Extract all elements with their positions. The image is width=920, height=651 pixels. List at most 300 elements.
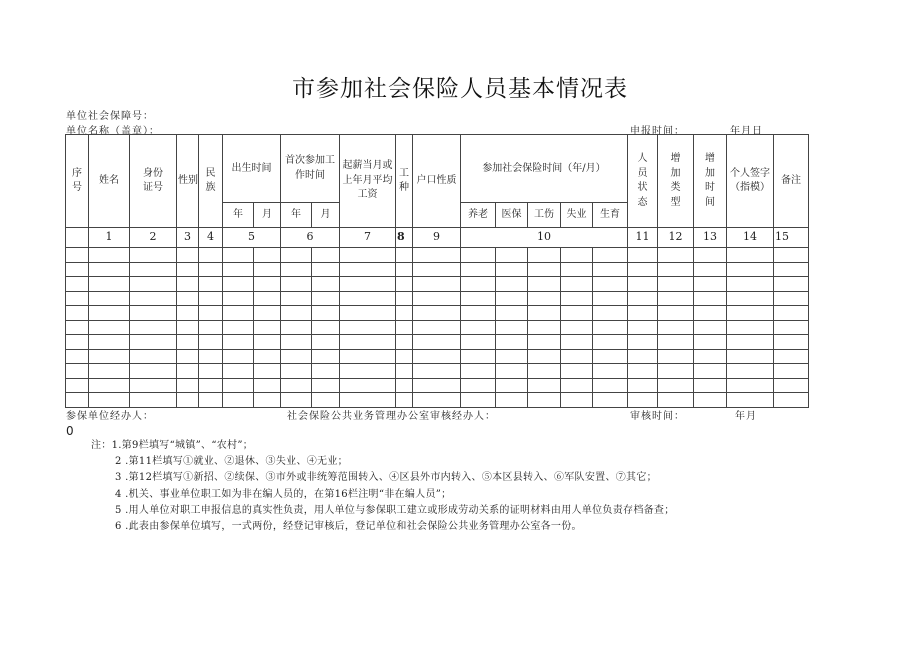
table-cell [593, 320, 628, 335]
table-cell [223, 364, 254, 379]
table-cell [89, 277, 130, 292]
table-cell [561, 306, 593, 321]
table-cell [461, 291, 496, 306]
table-cell [658, 364, 694, 379]
table-cell [774, 349, 809, 364]
table-row [66, 349, 809, 364]
table-cell [528, 378, 561, 393]
table-cell [177, 335, 199, 350]
table-cell [199, 378, 223, 393]
table-cell [340, 320, 396, 335]
header-insurance-time: 参加社会保险时间（年/月） [461, 135, 628, 203]
table-cell [658, 262, 694, 277]
table-cell [396, 335, 413, 350]
table-cell [461, 349, 496, 364]
table-cell [593, 335, 628, 350]
table-cell [727, 306, 774, 321]
table-cell [593, 277, 628, 292]
table-cell [281, 320, 312, 335]
table-cell [694, 248, 727, 263]
table-cell [774, 320, 809, 335]
table-cell [658, 378, 694, 393]
table-cell [130, 349, 177, 364]
table-cell [528, 306, 561, 321]
sub-injury: 工伤 [528, 203, 561, 228]
table-cell [628, 393, 658, 408]
table-cell [496, 393, 528, 408]
office-operator-label: 社会保险公共业务管理办公室审核经办人： [287, 411, 496, 422]
table-cell [177, 291, 199, 306]
note-line: 3 .第12栏填写①新招、②续保、③市外或非统筹范围转入、④区县外市内转入、⑤本区县转入、⑥军队安置、⑦其它； [115, 472, 657, 484]
table-cell [727, 291, 774, 306]
table-cell [561, 378, 593, 393]
table-cell [628, 262, 658, 277]
table-cell [177, 306, 199, 321]
table-cell [130, 291, 177, 306]
col-number: 1 [89, 228, 130, 248]
sub-birth-year: 年 [223, 203, 254, 228]
table-cell [694, 291, 727, 306]
table-cell [312, 378, 340, 393]
table-cell [496, 291, 528, 306]
table-cell [694, 335, 727, 350]
table-cell [413, 291, 461, 306]
table-cell [130, 335, 177, 350]
table-cell [340, 349, 396, 364]
unit-name-label: 单位名称（盖章）： [66, 126, 160, 137]
zero-mark: 0 [66, 424, 74, 438]
table-cell [694, 262, 727, 277]
table-cell [461, 306, 496, 321]
table-cell [130, 248, 177, 263]
report-time-label: 申报时间： [630, 126, 685, 137]
table-cell [130, 262, 177, 277]
table-cell [658, 277, 694, 292]
table-cell [254, 364, 281, 379]
table-cell [223, 262, 254, 277]
table-cell [561, 393, 593, 408]
table-cell [413, 320, 461, 335]
table-cell [396, 248, 413, 263]
table-cell [727, 364, 774, 379]
table-cell [312, 335, 340, 350]
table-cell [496, 248, 528, 263]
table-cell [561, 248, 593, 263]
table-cell [66, 349, 89, 364]
col-number: 14 [727, 228, 774, 248]
table-cell [528, 320, 561, 335]
table-cell [177, 378, 199, 393]
table-cell [199, 320, 223, 335]
header-job: 工种 [396, 135, 413, 228]
table-row [66, 335, 809, 350]
table-cell [396, 262, 413, 277]
review-date: 年月 [735, 411, 757, 422]
table-cell [496, 262, 528, 277]
table-cell [177, 393, 199, 408]
header-id: 身份证号 [130, 135, 177, 228]
table-cell [177, 248, 199, 263]
insurance-no-label: 单位社会保障号： [66, 111, 154, 122]
note-line: 4 .机关、事业单位职工如为非在编人员的，在第16栏注明“非在编人员”； [115, 488, 452, 500]
table-cell [89, 248, 130, 263]
table-cell [66, 364, 89, 379]
col-number: 15 [774, 228, 809, 248]
table-row [66, 364, 809, 379]
table-cell [177, 320, 199, 335]
table-cell [89, 364, 130, 379]
table-cell [177, 364, 199, 379]
table-cell [774, 335, 809, 350]
header-seq: 序号 [66, 135, 89, 228]
table-cell [223, 306, 254, 321]
table-cell [461, 262, 496, 277]
table-cell [254, 277, 281, 292]
table-cell [774, 248, 809, 263]
table-cell [658, 349, 694, 364]
table-cell [694, 277, 727, 292]
table-cell [496, 335, 528, 350]
table-cell [561, 349, 593, 364]
table-cell [528, 349, 561, 364]
table-cell [727, 277, 774, 292]
sub-medical: 医保 [496, 203, 528, 228]
table-cell [281, 277, 312, 292]
table-cell [496, 378, 528, 393]
table-cell [312, 248, 340, 263]
table-cell [312, 291, 340, 306]
table-cell [593, 378, 628, 393]
table-cell [561, 291, 593, 306]
table-cell [199, 291, 223, 306]
table-cell [199, 248, 223, 263]
table-cell [413, 349, 461, 364]
table-cell [396, 291, 413, 306]
table-cell [658, 291, 694, 306]
sub-work-year: 年 [281, 203, 312, 228]
table-cell [628, 248, 658, 263]
table-cell [340, 306, 396, 321]
table-cell [254, 393, 281, 408]
table-cell [593, 306, 628, 321]
col-number: 3 [177, 228, 199, 248]
table-cell [340, 364, 396, 379]
table-cell [461, 248, 496, 263]
table-cell [727, 248, 774, 263]
table-cell [66, 393, 89, 408]
table-cell [312, 306, 340, 321]
table-cell [340, 291, 396, 306]
table-row [66, 291, 809, 306]
table-cell [312, 262, 340, 277]
table-cell [340, 262, 396, 277]
table-cell [177, 349, 199, 364]
table-cell [396, 349, 413, 364]
header-change-time: 增加时间 [694, 135, 727, 228]
table-cell [396, 364, 413, 379]
table-cell [130, 378, 177, 393]
table-cell [396, 320, 413, 335]
table-cell [694, 364, 727, 379]
table-cell [774, 262, 809, 277]
table-cell [254, 306, 281, 321]
table-cell [593, 262, 628, 277]
table-cell [281, 262, 312, 277]
table-cell [528, 364, 561, 379]
col-number: 5 [223, 228, 281, 248]
table-cell [774, 291, 809, 306]
table-cell [727, 262, 774, 277]
table-cell [658, 320, 694, 335]
header-ethnic: 民族 [199, 135, 223, 228]
table-cell [628, 378, 658, 393]
table-cell [199, 349, 223, 364]
table-cell [254, 291, 281, 306]
table-cell [461, 393, 496, 408]
table-cell [774, 378, 809, 393]
table-cell [281, 378, 312, 393]
table-cell [130, 393, 177, 408]
table-cell [223, 378, 254, 393]
table-cell [628, 306, 658, 321]
table-cell [281, 393, 312, 408]
note-line: 注：1.第9栏填写“城镇”、“农村”； [91, 440, 254, 451]
table-cell [281, 306, 312, 321]
header-change-type: 增加类型 [658, 135, 694, 228]
review-time-label: 审核时间： [630, 411, 685, 422]
table-cell [727, 378, 774, 393]
table-cell [658, 335, 694, 350]
table-cell [89, 306, 130, 321]
personnel-table [65, 134, 809, 408]
table-cell [312, 349, 340, 364]
table-cell [496, 277, 528, 292]
table-cell [461, 378, 496, 393]
col-number: 9 [413, 228, 461, 248]
table-cell [561, 262, 593, 277]
table-cell [281, 349, 312, 364]
table-cell [461, 364, 496, 379]
table-row [66, 248, 809, 263]
table-cell [658, 393, 694, 408]
table-cell [694, 306, 727, 321]
table-cell [561, 364, 593, 379]
table-cell [628, 277, 658, 292]
table-cell [254, 248, 281, 263]
table-cell [727, 320, 774, 335]
table-cell [496, 364, 528, 379]
table-cell [561, 335, 593, 350]
table-cell [223, 349, 254, 364]
table-row [66, 378, 809, 393]
table-cell [66, 335, 89, 350]
table-cell [528, 277, 561, 292]
col-number: 6 [281, 228, 340, 248]
table-cell [628, 364, 658, 379]
table-cell [223, 277, 254, 292]
table-cell [593, 349, 628, 364]
col-number: 10 [461, 228, 628, 248]
table-cell [561, 320, 593, 335]
table-cell [628, 349, 658, 364]
table-cell [658, 248, 694, 263]
table-cell [528, 248, 561, 263]
table-cell [340, 393, 396, 408]
report-date: 年月日 [730, 126, 763, 137]
col-number: 4 [199, 228, 223, 248]
table-cell [461, 320, 496, 335]
table-cell [628, 335, 658, 350]
table-cell [413, 248, 461, 263]
table-cell [66, 306, 89, 321]
table-row [66, 306, 809, 321]
table-cell [413, 335, 461, 350]
col-number: 2 [130, 228, 177, 248]
note-line: 5 .用人单位对职工申报信息的真实性负责，用人单位与参保职工建立或形成劳动关系的证明材料由用人单位负责存档备查； [115, 504, 675, 516]
table-cell [254, 262, 281, 277]
table-cell [223, 393, 254, 408]
table-cell [396, 306, 413, 321]
sub-maternity: 生育 [593, 203, 628, 228]
sub-pension: 养老 [461, 203, 496, 228]
table-cell [528, 291, 561, 306]
note-line: 6 .此表由参保单位填写，一式两份，经登记审核后，登记单位和社会保险公共业务管理办公室各一份。 [115, 521, 582, 533]
table-cell [413, 277, 461, 292]
table-cell [774, 364, 809, 379]
table-cell [199, 335, 223, 350]
sub-birth-month: 月 [254, 203, 281, 228]
page-title: 市参加社会保险人员基本情况表 [292, 76, 628, 102]
table-cell [413, 393, 461, 408]
sub-unemployment: 失业 [561, 203, 593, 228]
header-first-work: 首次参加工作时间 [281, 135, 340, 203]
table-row [66, 320, 809, 335]
table-cell [89, 393, 130, 408]
table-cell [628, 291, 658, 306]
header-hukou: 户口性质 [413, 135, 461, 228]
table-cell [340, 335, 396, 350]
header-status: 人员状态 [628, 135, 658, 228]
table-cell [694, 378, 727, 393]
table-cell [628, 320, 658, 335]
table-cell [254, 320, 281, 335]
sub-work-month: 月 [312, 203, 340, 228]
notes-block [91, 438, 675, 535]
table-cell [281, 364, 312, 379]
table-cell [199, 306, 223, 321]
table-cell [66, 248, 89, 263]
table-cell [727, 335, 774, 350]
table-cell [89, 378, 130, 393]
header-gender: 性别 [177, 135, 199, 228]
table-cell [340, 378, 396, 393]
table-cell [461, 335, 496, 350]
table-cell [496, 306, 528, 321]
table-cell [593, 248, 628, 263]
table-cell [413, 378, 461, 393]
table-cell [199, 393, 223, 408]
table-cell [130, 277, 177, 292]
table-cell [774, 393, 809, 408]
unit-operator-label: 参保单位经办人： [66, 411, 154, 422]
table-cell [177, 262, 199, 277]
table-cell [66, 291, 89, 306]
header-name: 姓名 [89, 135, 130, 228]
col-number: 8 [396, 228, 413, 248]
table-cell [694, 393, 727, 408]
table-row [66, 393, 809, 408]
table-cell [413, 262, 461, 277]
table-cell [66, 378, 89, 393]
table-cell [593, 291, 628, 306]
table-cell [496, 320, 528, 335]
table-cell [528, 262, 561, 277]
table-cell [312, 364, 340, 379]
table-cell [694, 349, 727, 364]
table-cell [199, 277, 223, 292]
table-cell [89, 335, 130, 350]
table-cell [727, 393, 774, 408]
table-cell [396, 378, 413, 393]
note-line: 2 .第11栏填写①就业、②退休、③失业、④无业； [115, 456, 348, 468]
table-cell [312, 320, 340, 335]
table-cell [561, 277, 593, 292]
table-cell [130, 306, 177, 321]
table-cell [199, 262, 223, 277]
table-cell [130, 320, 177, 335]
table-cell [223, 320, 254, 335]
table-cell [281, 335, 312, 350]
table-cell [340, 248, 396, 263]
header-birth: 出生时间 [223, 135, 281, 203]
table-cell [223, 291, 254, 306]
table-cell [413, 306, 461, 321]
table-cell [312, 393, 340, 408]
table-cell [223, 335, 254, 350]
table-cell [396, 277, 413, 292]
col-number: 13 [694, 228, 727, 248]
table-cell [593, 393, 628, 408]
table-cell [528, 393, 561, 408]
col-number: 11 [628, 228, 658, 248]
table-cell [130, 364, 177, 379]
table-cell [694, 320, 727, 335]
table-cell [774, 306, 809, 321]
table-cell [593, 364, 628, 379]
table-row [66, 262, 809, 277]
table-cell [281, 248, 312, 263]
table-cell [66, 262, 89, 277]
table-cell [89, 262, 130, 277]
table-cell [177, 277, 199, 292]
table-cell [66, 320, 89, 335]
table-cell [496, 349, 528, 364]
header-remark: 备注 [774, 135, 809, 228]
header-signature: 个人签字（指模） [727, 135, 774, 228]
table-cell [254, 349, 281, 364]
header-salary: 起薪当月或上年月平均工资 [340, 135, 396, 228]
table-cell [66, 277, 89, 292]
table-cell [413, 364, 461, 379]
table-cell [223, 248, 254, 263]
table-cell [254, 378, 281, 393]
table-cell [396, 393, 413, 408]
table-cell [528, 335, 561, 350]
table-cell [89, 320, 130, 335]
table-cell [312, 277, 340, 292]
table-cell [254, 335, 281, 350]
table-cell [727, 349, 774, 364]
